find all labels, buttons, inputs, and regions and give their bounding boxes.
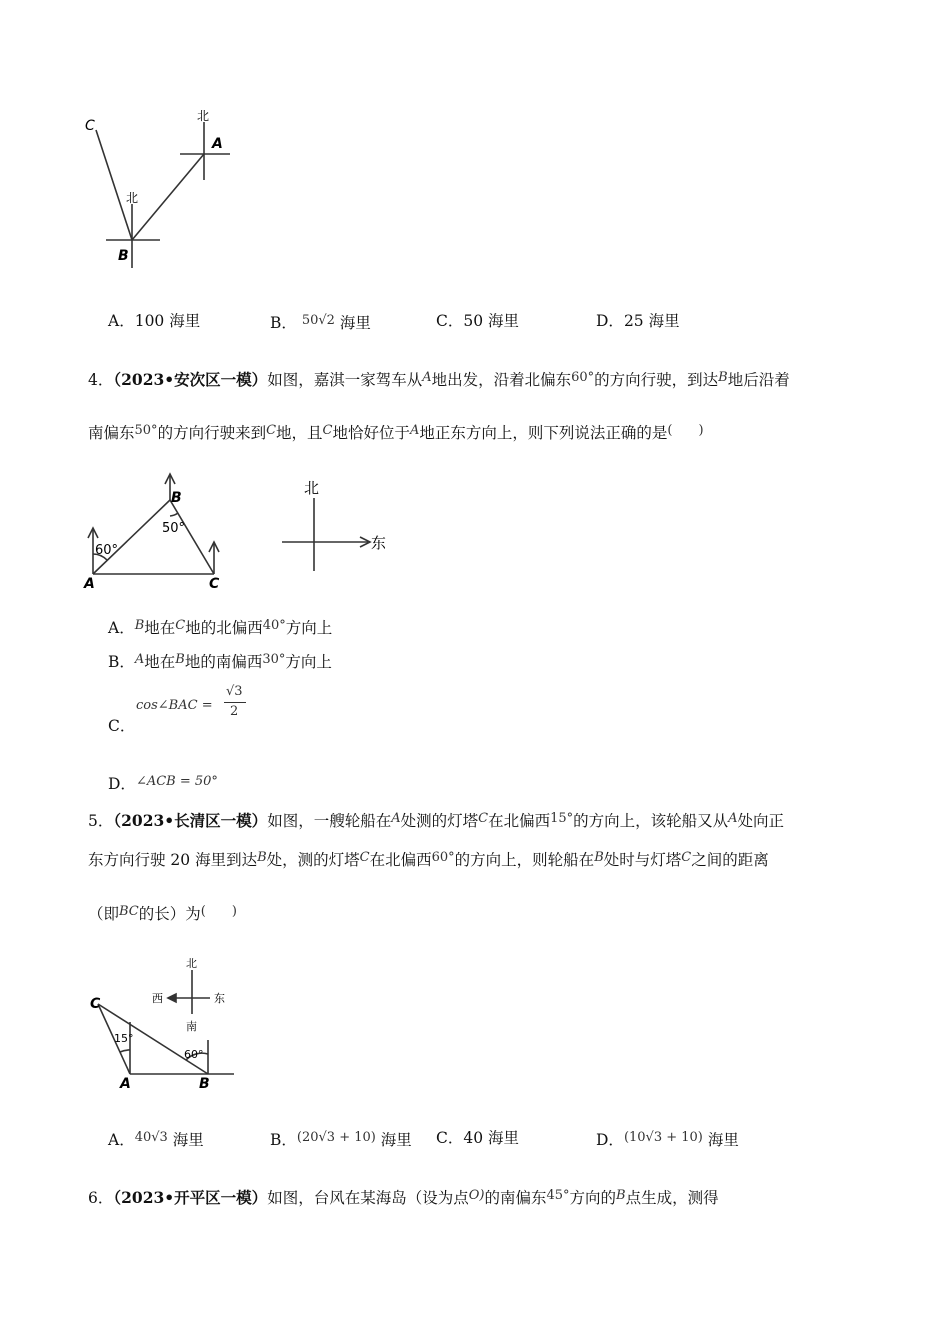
q5-compass-west: 西 [152, 992, 163, 1005]
q3-option-a: A．100 海里 [108, 312, 201, 330]
q5-stem-line2: 东方向行驶 20 海里到达$^B$处，测的灯塔$^C$在北偏西$^{60^\circ}$的方向上，则轮船在$^B$处时与灯塔$^C$之间的距离 [88, 850, 769, 869]
q3-figure [80, 108, 250, 273]
q3-option-c: C．50 海里 [436, 312, 520, 330]
q5-stem-line1: 5．（2023•长清区一模）如图，一艘轮船在$^A$处测的灯塔$^C$在北偏西$^{15^\circ}$的方向上，该轮船又从$^A$处向正 [88, 811, 785, 830]
q3-north-b: 北 [126, 191, 139, 205]
q5-label-c: C [90, 996, 101, 1012]
q3-label-c: C [85, 118, 95, 134]
q4-option-b: B．$^A$地在$^B$地的南偏西$^{30^\circ}$方向上 [108, 652, 332, 671]
q4-option-a: A．$^B$地在$^C$地的北偏西$^{40^\circ}$方向上 [108, 618, 333, 637]
q4-stem-line2: 南偏东$^{50^\circ}$的方向行驶来到$^C$地，且$^C$地恰好位于$^A$地正东方向上，则下列说法正确的是( ) [88, 423, 704, 442]
q3-north-a: 北 [197, 109, 210, 123]
q3-option-b: B． $^{50√2}$ 海里 [270, 313, 371, 332]
q5-stem-line3: （即$^{BC}$的长）为( ) [88, 904, 237, 923]
q4-figure-triangle [82, 468, 232, 594]
q6-stem-line1: 6．（2023•开平区一模）如图，台风在某海岛（设为点$^{O)}$的南偏东$^{45^\circ}$方向的$^B$点生成，测得 [88, 1188, 719, 1207]
q5-label-a: A [120, 1076, 131, 1090]
q4-label-b: B [171, 490, 182, 506]
q5-angle-60: 60° [184, 1048, 204, 1061]
q4-compass-east: 东 [371, 534, 387, 552]
q3-label-b: B [118, 248, 129, 264]
q3-option-d: D．25 海里 [596, 312, 680, 330]
q4-compass-north: 北 [304, 479, 320, 497]
q5-angle-15: 15° [114, 1032, 134, 1045]
q4-stem-line1: 4．（2023•安次区一模）如图，嘉淇一家驾车从$^A$地出发，沿着北偏东$^{60^\circ}$的方向行驶，到达$^B$地后沿着 [88, 370, 790, 389]
q5-option-b: B．$^{(20√3 + 10)}$ 海里 [270, 1130, 412, 1149]
q4-option-c-label: C． [108, 717, 136, 735]
q5-label-b: B [199, 1076, 210, 1090]
q3-label-a: A [212, 136, 223, 152]
q5-option-d: D．$^{(10√3 + 10)}$ 海里 [596, 1130, 739, 1149]
q5-option-c: C．40 海里 [436, 1129, 520, 1147]
q4-label-a: A [84, 576, 95, 592]
q4-angle-60: 60° [95, 543, 119, 558]
q5-figure-triangle [84, 992, 240, 1090]
q5-option-a: A．$^{40√3}$ 海里 [108, 1130, 204, 1149]
q4-option-d: D．$^{\angle ACB = 50^\circ}$ [108, 774, 218, 793]
q4-angle-50: 50° [162, 521, 186, 536]
q5-compass-east: 东 [214, 992, 225, 1005]
q5-compass-south: 南 [186, 1020, 197, 1033]
q4-label-c: C [209, 576, 220, 592]
q4-compass [278, 476, 394, 576]
q5-compass-north: 北 [186, 957, 197, 970]
